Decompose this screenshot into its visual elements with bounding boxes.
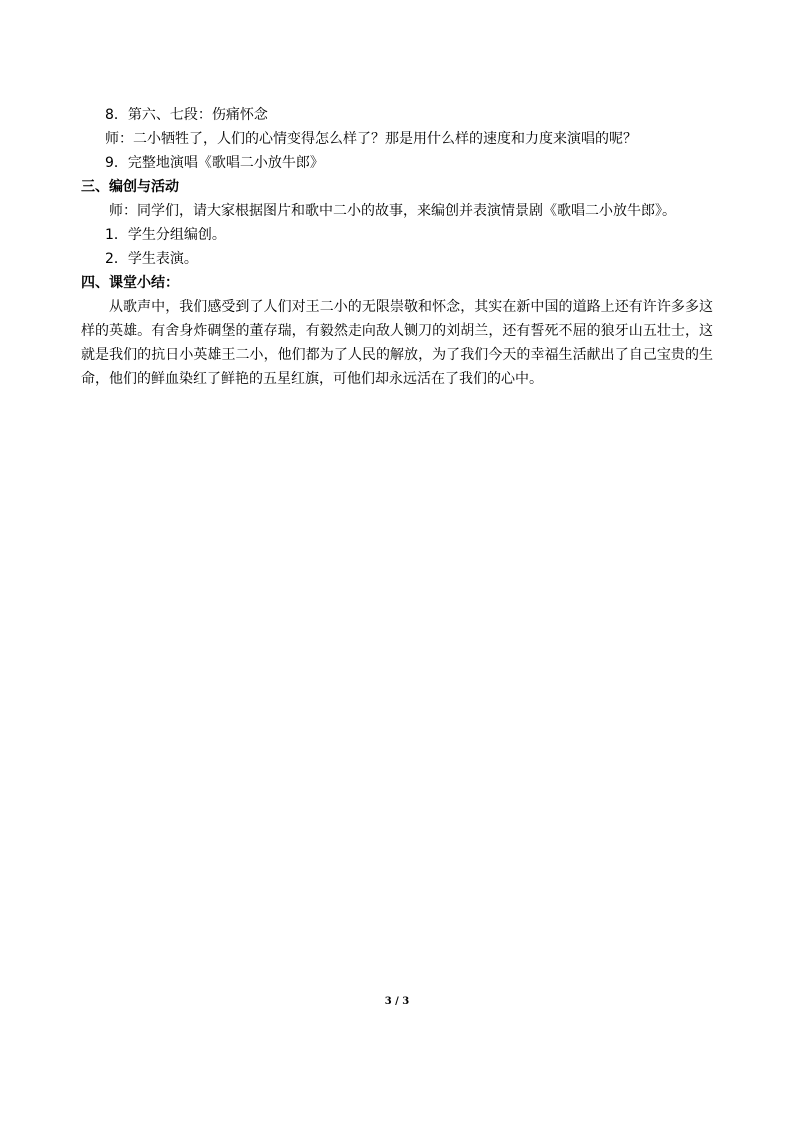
summary-heading: 四、课堂小结： (81, 275, 179, 291)
step-two-line: 2．学生表演。 (105, 251, 198, 267)
create-activity-heading: 三、编创与活动 (81, 179, 179, 195)
teacher-question-line: 师：二小牺牲了，人们的心情变得怎么样了？那是用什么样的速度和力度来演唱的呢？ (105, 131, 637, 147)
section-nine-line: 9．完整地演唱《歌唱二小放牛郎》 (105, 155, 324, 171)
document-body (81, 103, 713, 391)
create-paragraph: 师：同学们，请大家根据图片和歌中二小的故事，来编创并表演情景剧《歌唱二小放牛郎》。 (109, 203, 676, 219)
page-number: 3 / 3 (384, 996, 410, 1007)
section-eight-line: 8．第六、七段：伤痛怀念 (105, 107, 268, 123)
step-one-line: 1．学生分组编创。 (105, 227, 226, 243)
summary-paragraph: 从歌声中，我们感受到了人们对王二小的无限崇敬和怀念，其实在新中国的道路上还有许许多多这样的英雄。有舍身炸碉堡的董存瑞，有毅然走向敌人铡刀的刘胡兰，还有誓死不屈的狼牙山五壮士，这就是我们的抗日小英雄王二小，他们都为了人民的解放，为了我们今天的幸福生活献出了自己宝贵的生命，他们的鲜血染红了鲜艳的五星红旗，可他们却永远活在了我们的心中。 (81, 299, 713, 387)
